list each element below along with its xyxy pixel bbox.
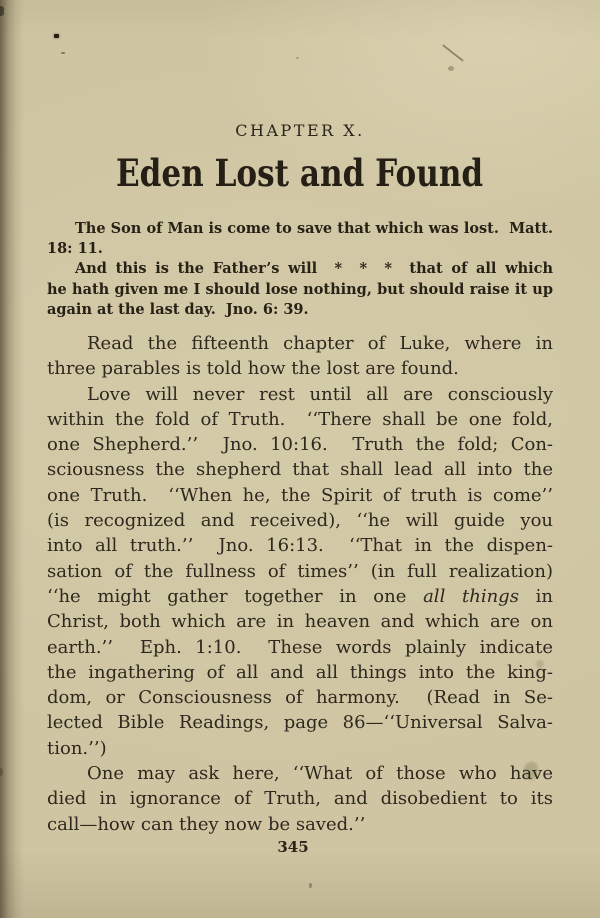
text-segment: died in ignorance of Truth, and disobedient to its	[47, 788, 553, 810]
text-segment: three parables is told how the lost are found.	[47, 358, 459, 380]
text-segment: into all truth.’’ Jno. 16:13. ‘‘That in the dispen-	[47, 535, 553, 557]
scratch-mark	[448, 66, 454, 71]
text-line	[47, 239, 553, 259]
text-segment: (is recognized and received), ‘‘he will guide you	[47, 510, 553, 532]
scripture-quotes	[47, 219, 553, 320]
text-segment: one Shepherd.’’ Jno. 10:16. Truth the fold; Con-	[47, 434, 553, 456]
paragraph	[47, 382, 553, 761]
chapter-heading: CHAPTER X.	[235, 121, 365, 140]
text-segment: earth.’’ Eph. 1:10. These words plainly indicate	[47, 636, 553, 658]
text-line	[47, 812, 553, 837]
text-line	[47, 483, 553, 508]
text-line	[47, 609, 553, 634]
paragraph	[47, 259, 553, 320]
text-segment: in	[518, 585, 553, 607]
ink-speck	[296, 57, 299, 59]
text-segment: 18: 11.	[47, 240, 103, 258]
scan-edge-shadow	[0, 0, 24, 918]
paragraph	[47, 331, 553, 382]
paragraph	[47, 761, 553, 837]
text-line	[47, 300, 553, 320]
text-line	[47, 382, 553, 407]
page-title	[0, 151, 600, 195]
text-line	[47, 559, 553, 584]
ink-speck	[309, 883, 312, 888]
ink-speck	[54, 34, 59, 38]
text-segment: the ingathering of all and all things into the king-	[47, 661, 553, 683]
ink-speck	[61, 52, 65, 54]
text-segment: within the fold of Truth. ‘‘There shall be one fold,	[47, 408, 553, 430]
text-segment: he hath given me I should lose nothing, but should raise it up	[47, 280, 553, 298]
text-line	[47, 356, 553, 381]
text-line	[47, 710, 553, 735]
text-line	[47, 432, 553, 457]
text-segment: Christ, both which are in heaven and which are on	[47, 611, 553, 633]
text-segment: ‘‘he might gather together in one	[47, 585, 424, 607]
text-line	[47, 685, 553, 710]
text-line	[47, 584, 553, 609]
text-line	[47, 736, 553, 761]
scan-edge-mark	[0, 6, 4, 16]
text-segment: sation of the fullness of times’’ (in full realization)	[47, 560, 553, 582]
text-line	[47, 660, 553, 685]
text-segment: sciousness the shepherd that shall lead all into the	[47, 459, 553, 481]
text-line	[47, 331, 553, 356]
paragraph	[47, 219, 553, 259]
text-line	[47, 259, 553, 279]
text-segment: The Son of Man is come to save that which was lost. Matt.	[75, 220, 553, 237]
text-segment: tion.’’)	[47, 737, 107, 759]
text-segment: call—how can they now be saved.’’	[47, 813, 366, 835]
text-segment: One may ask here, ‘‘What of those who have	[87, 763, 553, 785]
text-line	[47, 761, 553, 786]
italic-text: all things	[423, 585, 519, 607]
page-number: 345	[277, 838, 309, 856]
text-line	[47, 457, 553, 482]
scratch-mark	[442, 44, 464, 62]
body-text	[47, 331, 553, 837]
text-line	[47, 407, 553, 432]
text-line	[47, 280, 553, 300]
text-segment: And this is the Father’s will * * * that of all which	[75, 260, 553, 278]
text-segment: one Truth. ‘‘When he, the Spirit of truth is come’’	[47, 484, 553, 506]
text-line	[47, 508, 553, 533]
text-segment: again at the last day. Jno. 6: 39.	[47, 300, 309, 318]
text-line	[47, 786, 553, 811]
text-line	[47, 219, 553, 239]
text-segment: Read the fifteenth chapter of Luke, where in	[87, 333, 553, 354]
text-segment: Love will never rest until all are consciously	[87, 383, 553, 405]
text-segment: dom, or Consciousness of harmony. (Read in Se-	[47, 687, 553, 709]
page-title-text: Eden Lost and Found	[116, 151, 484, 195]
text-segment: lected Bible Readings, page 86—‘‘Universal Salva-	[47, 712, 553, 734]
text-line	[47, 635, 553, 660]
scan-edge-mark	[0, 768, 3, 776]
text-line	[47, 533, 553, 558]
